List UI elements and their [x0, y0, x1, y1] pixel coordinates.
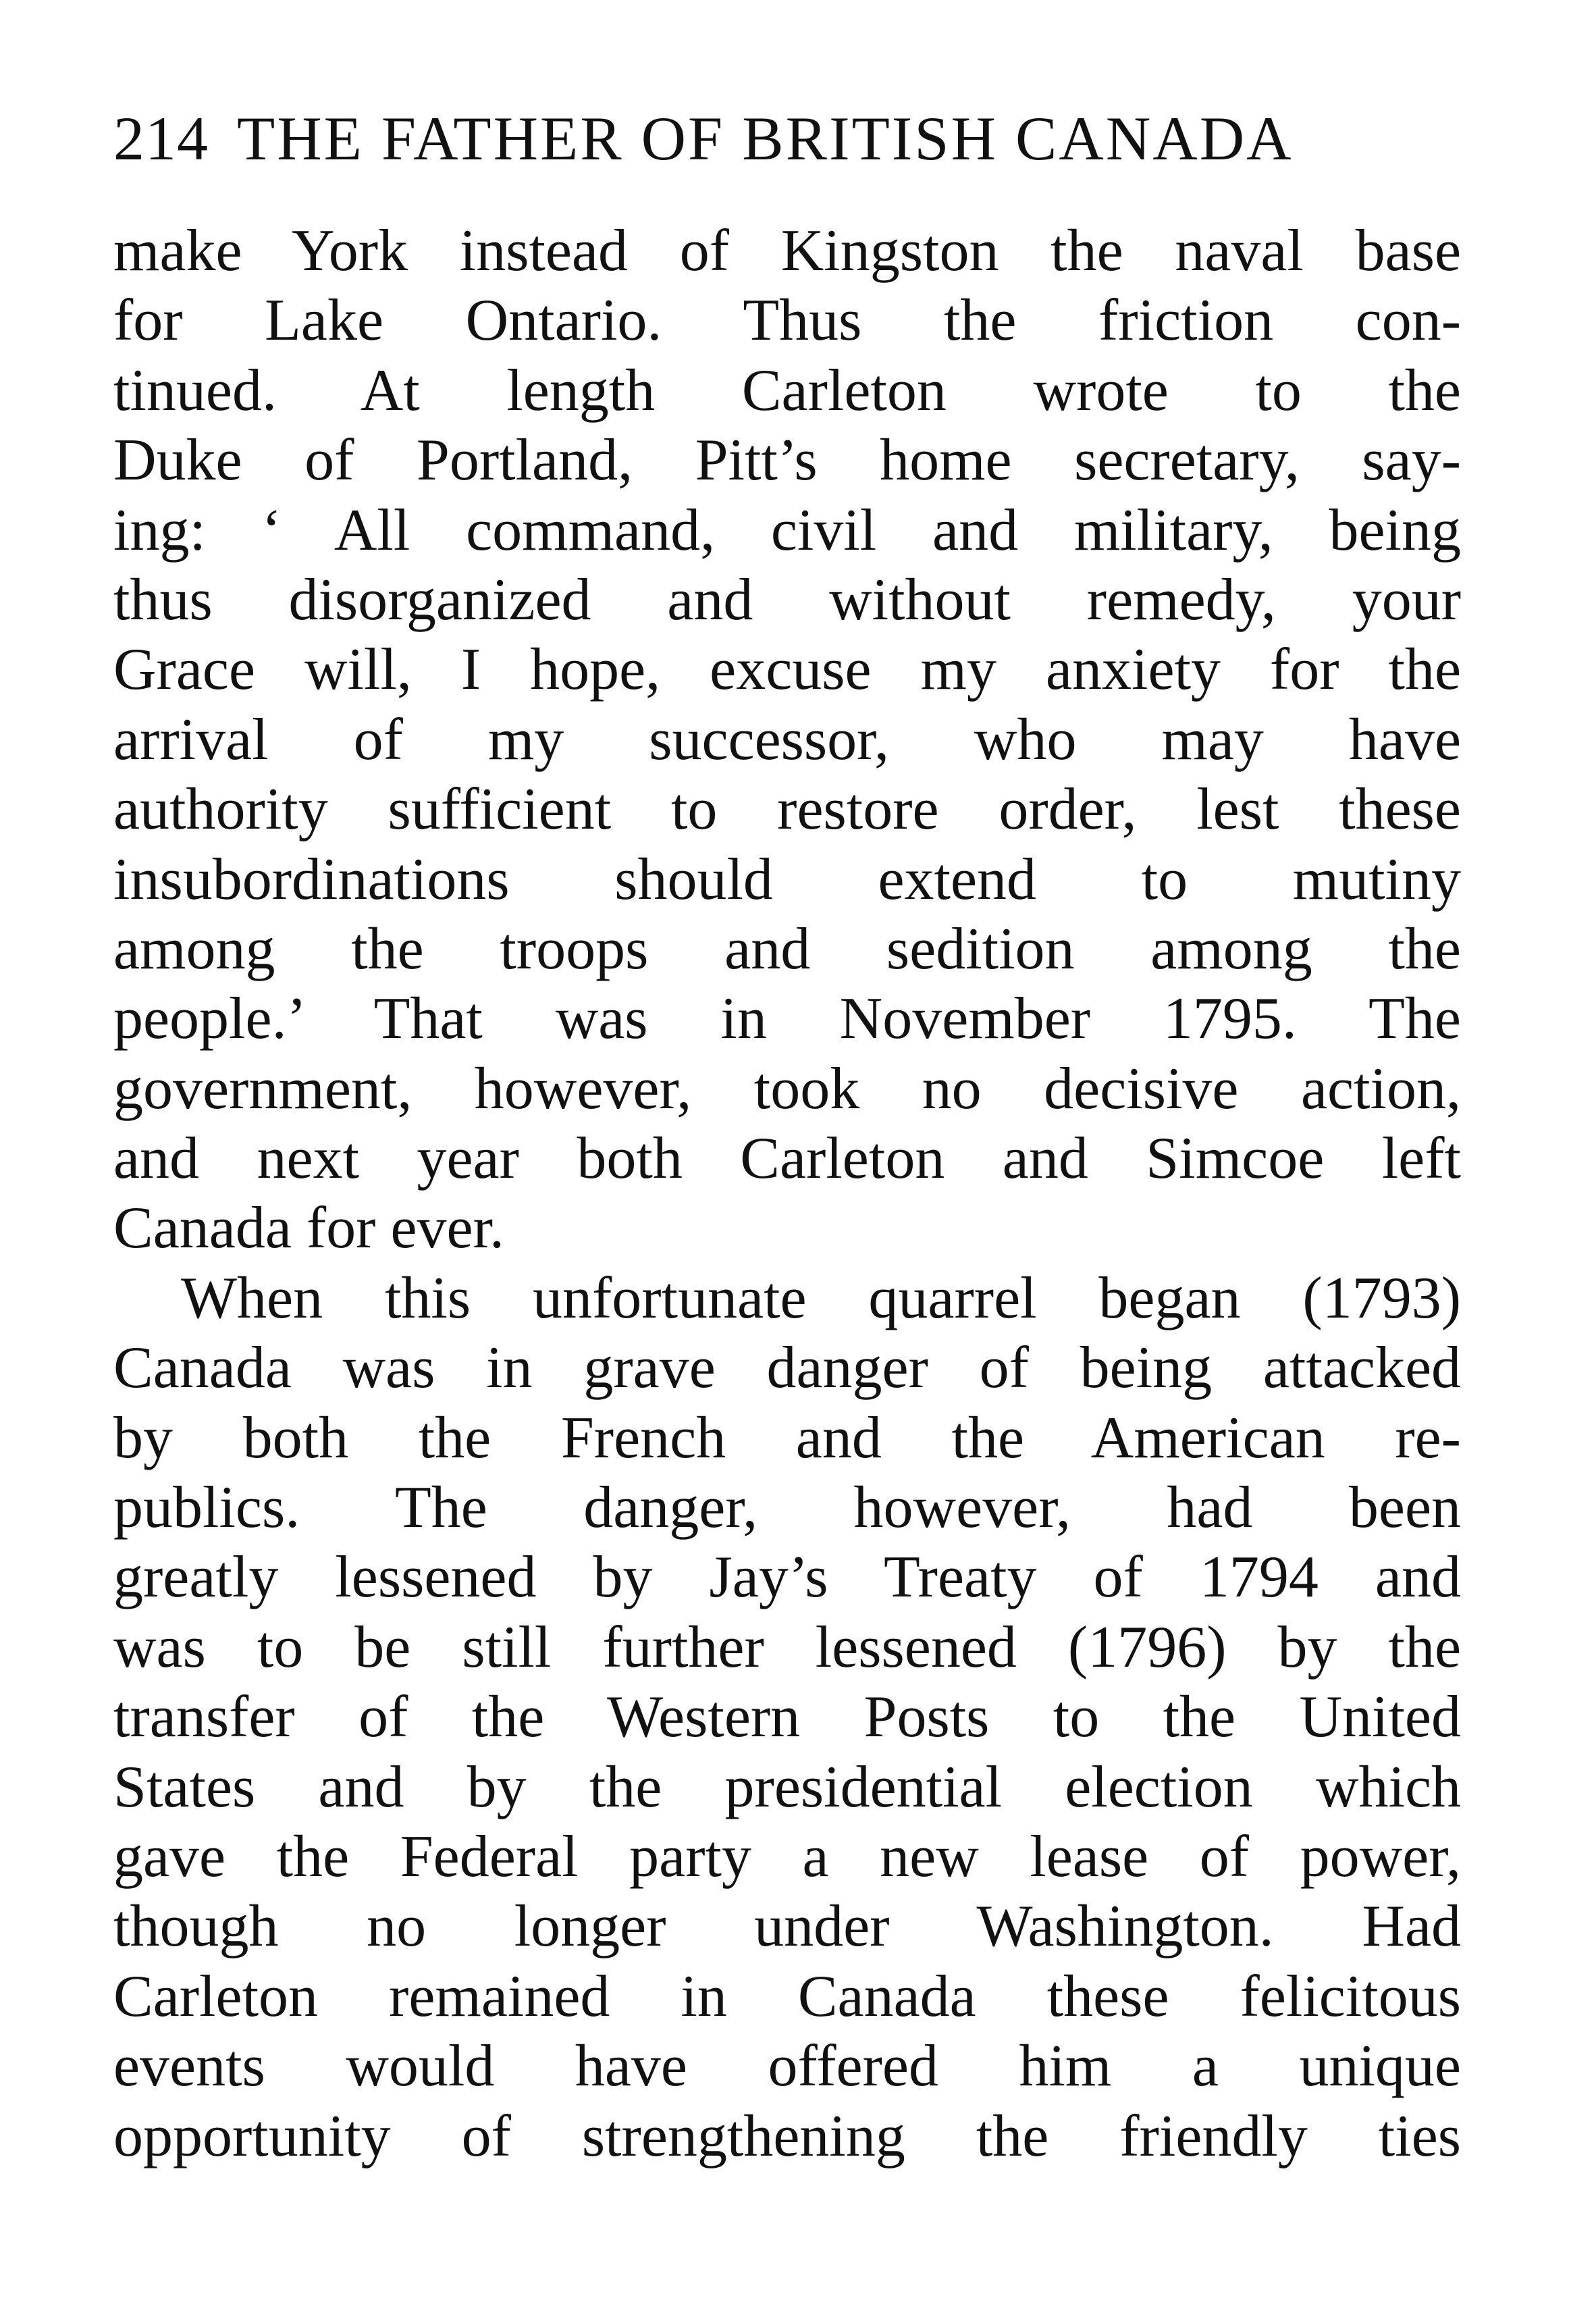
text-line: people.’ That was in November 1795. The [113, 986, 1461, 1052]
text-line: When this unfortunate quarrel began (1793) [181, 1265, 1461, 1331]
text-line: Carleton remained in Canada these felicitous [113, 1963, 1461, 2029]
text-line: transfer of the Western Posts to the United [113, 1684, 1461, 1750]
body-text [113, 216, 1461, 2171]
text-line: by both the French and the American re- [113, 1405, 1461, 1471]
text-line: was to be still further lessened (1796) by the [113, 1614, 1461, 1680]
text-line: Duke of Portland, Pitt’s home secretary, say- [113, 427, 1461, 494]
running-head [113, 101, 1461, 176]
text-line: authority sufficient to restore order, lest these [113, 777, 1461, 843]
text-line: insubordinations should extend to mutiny [113, 846, 1461, 912]
text-line: for Lake Ontario. Thus the friction con- [113, 288, 1461, 354]
text-line: publics. The danger, however, had been [113, 1475, 1461, 1541]
text-line: Canada for ever. [113, 1195, 505, 1262]
text-line: and next year both Carleton and Simcoe left [113, 1126, 1461, 1192]
text-line: government, however, took no decisive action, [113, 1056, 1461, 1122]
text-line: arrival of my successor, who may have [113, 706, 1461, 773]
text-line: opportunity of strengthening the friendly ties [113, 2103, 1461, 2169]
page-number: 214 [113, 104, 209, 173]
paragraph-2 [113, 1264, 1461, 2171]
text-line: ing: ‘ All command, civil and military, being [113, 497, 1461, 563]
text-line: tinued. At length Carleton wrote to the [113, 357, 1461, 423]
text-line: Grace will, I hope, excuse my anxiety for the [113, 637, 1461, 703]
text-line: gave the Federal party a new lease of power, [113, 1823, 1461, 1890]
book-title: THE FATHER OF BRITISH CANADA [237, 104, 1294, 173]
text-line: thus disorganized and without remedy, your [113, 567, 1461, 633]
text-line: though no longer under Washington. Had [113, 1894, 1461, 1960]
text-line: States and by the presidential election which [113, 1754, 1461, 1820]
text-line: greatly lessened by Jay’s Treaty of 1794 and [113, 1544, 1461, 1611]
text-line: among the troops and sedition among the [113, 916, 1461, 982]
text-line: events would have offered him a unique [113, 2033, 1461, 2100]
text-line: Canada was in grave danger of being attacked [113, 1335, 1461, 1401]
paragraph-1 [113, 216, 1461, 1264]
text-line: make York instead of Kingston the naval base [113, 218, 1461, 284]
